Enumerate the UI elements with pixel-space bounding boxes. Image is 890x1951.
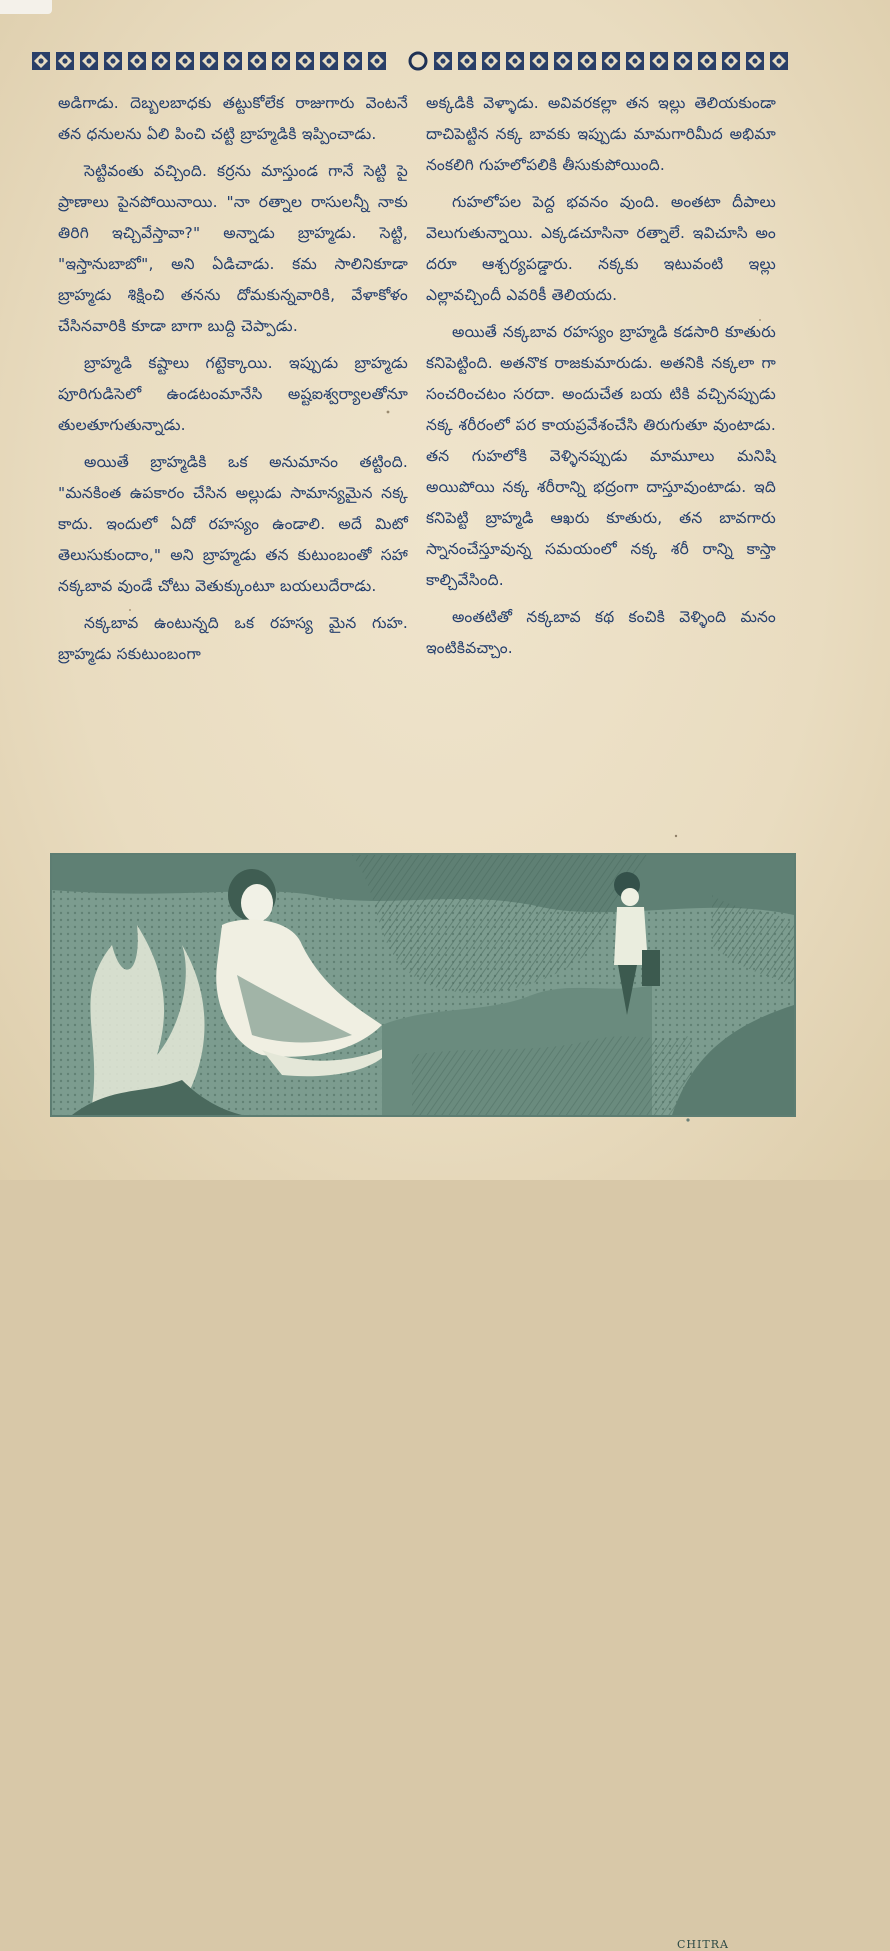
right-column-paragraph: అక్కడికి వెళ్ళాడు. అవివరకల్లా తన ఇల్లు తెలియకుండా దాచిపెట్టిన నక్క బావకు ఇప్పుడు మామగారిమీద అభిమా నంకలిగి గుహలోపలికి తీసుకుపోయింది. <box>426 94 776 174</box>
left-column-paragraph: అడిగాడు. దెబ్బలబాధకు తట్టుకోలేక రాజుగారు వెంటనే తన ధనులను ఏలి పించి చట్టి బ్రాహ్మడికి ఇప్పించాడు. <box>58 94 408 143</box>
artist-signature: CHITRA <box>677 1938 729 1951</box>
left-column-paragraph: అయితే బ్రాహ్మడికి ఒక అనుమానం తట్టింది. "మనకింత ఉపకారం చేసిన అల్లుడు సామాన్యమైన నక్క కాదు. ఇందులో ఏదో రహస్యం ఉండాలి. అదే మిటో తెలుసుకుందాం," అని బ్రాహ్మడు తన కుటుంబంతో సహా నక్కబావ వుండే చోటు వెతుక్కుంటూ బయలుదేరాడు. <box>58 453 408 595</box>
left-column-paragraph: నక్కబావ ఉంటున్నది ఒక రహస్య మైన గుహ. బ్రాహ్మడు సకుటుంబంగా <box>58 614 408 663</box>
left-column-paragraph: సెట్టివంతు వచ్చింది. కర్రను మాస్తుండ గానే సెట్టి పై ప్రాణాలు పైనపోయినాయి. "నా రత్నాల రాసులన్నీ నాకు తిరిగి ఇచ్చివేస్తావా?" అన్నాడు బ్రాహ్మడు. సెట్టి, "ఇస్తానుబాబో", అని ఏడిచాడు. కమ సాలినికూడా బ్రాహ్మడు శిక్షించి తనను దోమకున్నవారికి, వేళాకోళం చేసినవారికి కూడా బాగా బుద్ది చెప్పాడు. <box>58 162 408 335</box>
right-column-paragraph: అంతటితో నక్కబావ కథ కంచికి వెళ్ళింది మనం ఇంటికివచ్చాం. <box>426 608 776 657</box>
right-column-paragraph: అయితే నక్కబావ రహస్యం బ్రాహ్మడి కడసారి కూతురు కనిపెట్టింది. అతనొక రాజకుమారుడు. అతనికి నక్కలా గా సంచరించటం సరదా. అందుచేత బయ టికి వచ్చినప్పుడు నక్క శరీరంలో పర కాయప్రవేశంచేసి తిరుగుతూ వుంటాడు. తన గుహలోకి వెళ్ళినప్పుడు మామూలు మనిషి అయిపోయి నక్క శరీరాన్ని భద్రంగా దాస్తూవుంటాడు. ఇది కనిపెట్టి బ్రాహ్మడి ఆఖరు కూతురు, తన బావగారు స్నానంచేస్తూవున్న సమయంలో నక్క శరీ రాన్ని కాస్తా కాల్చివేసింది. <box>426 323 776 589</box>
left-column-paragraph: బ్రాహ్మడి కష్టాలు గట్టెక్కాయి. ఇప్పుడు బ్రాహ్మడు పూరిగుడిసెలో ఉండటంమానేసి అష్టఐశ్వర్యాలతోనూ తులతూగుతున్నాడు. <box>58 354 408 434</box>
right-column-paragraph: గుహలోపల పెద్ద భవనం వుంది. అంతటా దీపాలు వెలుగుతున్నాయి. ఎక్కడచూసినా రత్నాలే. ఇవిచూసి అం దరూ ఆశ్చర్యపడ్డారు. నక్కకు ఇటువంటి ఇల్లు ఎల్లావచ్చిందీ ఎవరికీ తెలియదు. <box>426 193 776 304</box>
